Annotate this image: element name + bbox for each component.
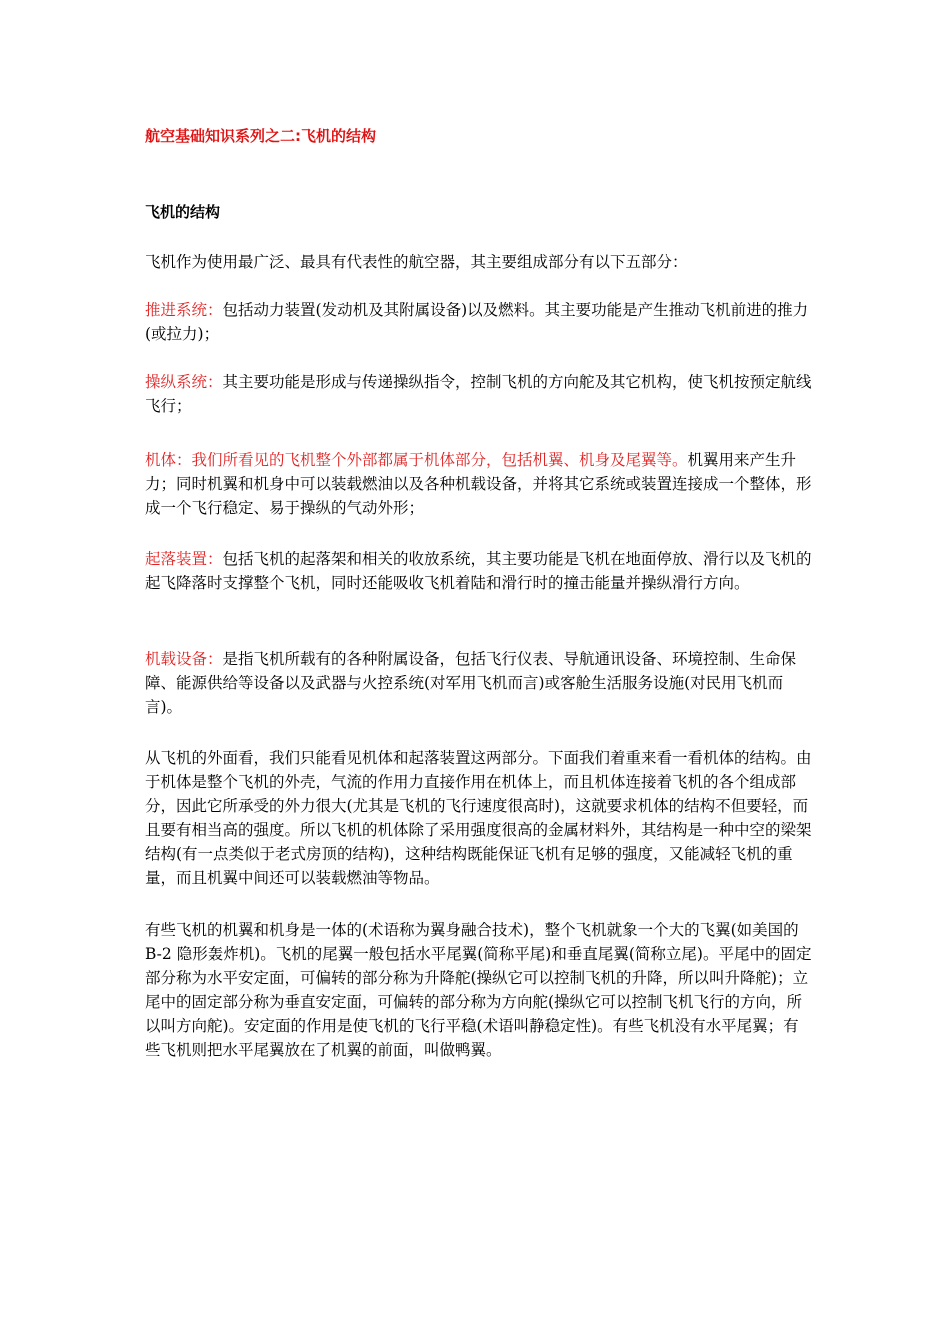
- intro-paragraph: 飞机作为使用最广泛、最具有代表性的航空器，其主要组成部分有以下五部分：: [145, 253, 688, 271]
- component-text: 机翼用来产生升力；同时机翼和机身中可以装载燃油以及各种机载设备，并将其它系统或装置连接成一个整体，形成一个飞行稳定、易于操纵的气动外形；: [145, 451, 812, 517]
- component-label: 机体：我们所看见的飞机整个外部都属于机体部分，包括机翼、机身及尾翼等。: [145, 451, 688, 469]
- component-control-paragraph: [145, 370, 813, 418]
- component-label: 推进系统：: [145, 301, 223, 319]
- component-text: 包括飞机的起落架和相关的收放系统，其主要功能是飞机在地面停放、滑行以及飞机的起飞降落时支撑整个飞机，同时还能吸收飞机着陆和滑行时的撞击能量并操纵滑行方向。: [145, 550, 812, 592]
- component-propulsion-paragraph: [145, 298, 813, 346]
- exterior-structure-paragraph: 从飞机的外面看，我们只能看见机体和起落装置这两部分。下面我们着重来看一看机体的结构。由于机体是整个飞机的外壳，气流的作用力直接作用在机体上，而且机体连接着飞机的各个组成部分，因此它所承受的外力很大(尤其是飞机的飞行速度很高时)，这就要求机体的结构不但要轻，而且要有相当高的强度。所以飞机的机体除了采用强度很高的金属材料外，其结构是一种中空的梁架结构(有一点类似于老式房顶的结构)，这种结构既能保证飞机有足够的强度，又能减轻飞机的重量，而且机翼中间还可以装载燃油等物品。: [145, 749, 812, 887]
- component-label: 起落装置：: [145, 550, 223, 568]
- document-title: 航空基础知识系列之二:飞机的结构: [145, 127, 377, 145]
- section-heading: 飞机的结构: [145, 203, 221, 221]
- component-airframe-paragraph: [145, 448, 813, 520]
- wings-tail-paragraph: 有些飞机的机翼和机身是一体的(术语称为翼身融合技术)，整个飞机就象一个大的飞翼(如美国的 B-2 隐形轰炸机)。飞机的尾翼一般包括水平尾翼(简称平尾)和垂直尾翼(简称立尾)。平尾中的固定部分称为水平安定面，可偏转的部分称为升降舵(操纵它可以控制飞机的升降，所以叫升降舵)；立尾中的固定部分称为垂直安定面，可偏转的部分称为方向舵(操纵它可以控制飞机飞行的方向，所以叫方向舵)。安定面的作用是使飞机的飞行平稳(术语叫静稳定性)。有些飞机没有水平尾翼；有些飞机则把水平尾翼放在了机翼的前面，叫做鸭翼。: [145, 921, 812, 1059]
- component-onboard-equipment-paragraph: [145, 647, 813, 719]
- component-text: 其主要功能是形成与传递操纵指令，控制飞机的方向舵及其它机构，使飞机按预定航线飞行；: [145, 373, 812, 415]
- component-text: 包括动力装置(发动机及其附属设备)以及燃料。其主要功能是产生推动飞机前进的推力(或拉力)；: [145, 301, 809, 343]
- component-label: 操纵系统：: [145, 373, 223, 391]
- component-label: 机载设备：: [145, 650, 223, 668]
- component-text: 是指飞机所载有的各种附属设备，包括飞行仪表、导航通讯设备、环境控制、生命保障、能源供给等设备以及武器与火控系统(对军用飞机而言)或客舱生活服务设施(对民用飞机而言)。: [145, 650, 797, 716]
- component-landing-gear-paragraph: [145, 547, 813, 595]
